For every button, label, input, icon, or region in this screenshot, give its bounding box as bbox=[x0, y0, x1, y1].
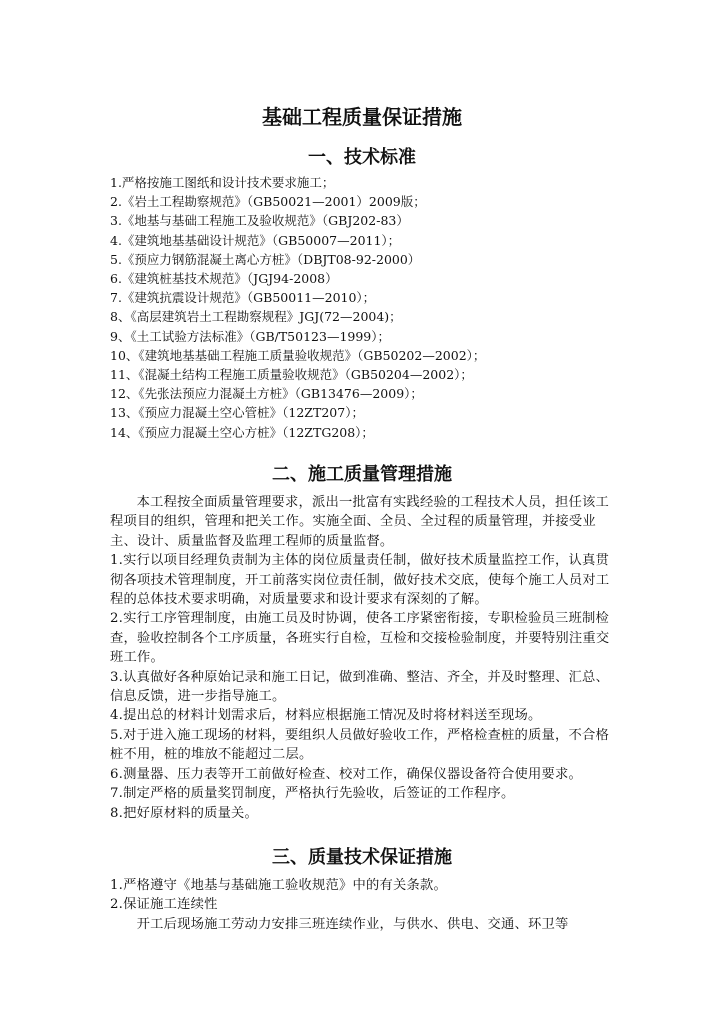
paragraph-item: 2.实行工序管理制度，由施工员及时协调，使各工序紧密衔接，专职检验员三班制检查，验收控制各个工序质量，各班实行自检，互检和交接检验制度，并要特别注重交班工作。 bbox=[110, 611, 610, 666]
list-item: 9、《土工试验方法标准》（GB/T50123—1999）； bbox=[110, 328, 390, 344]
paragraph-item: 7.制定严格的质量奖罚制度，严格执行先验收，后签证的工作程序。 bbox=[110, 786, 515, 802]
list-item: 10、《建筑地基基础工程施工质量验收规范》（GB50202—2002）； bbox=[110, 347, 486, 363]
list-item: 14、《预应力混凝土空心方桩》（12ZTG208）； bbox=[110, 424, 374, 440]
list-item: 7.《建筑抗震设计规范》（GB50011—2010）； bbox=[110, 290, 376, 306]
document-title: 基础工程质量保证措施 bbox=[262, 105, 462, 129]
quality-technical-body bbox=[110, 876, 622, 934]
paragraph-item: 8.把好原材料的质量关。 bbox=[110, 805, 259, 821]
paragraph-item: 3.认真做好各种原始记录和施工日记，做到准确、整洁、齐全，并及时整理、汇总、信息反馈，进一步指导施工。 bbox=[110, 669, 609, 705]
list-item: 13、《预应力混凝土空心管桩》（12ZT207）； bbox=[110, 405, 364, 421]
quality-management-body bbox=[110, 493, 622, 823]
list-item: 8、《高层建筑岩土工程勘察规程》JGJ(72—2004)； bbox=[110, 309, 402, 325]
list-item: 11、《混凝土结构工程施工质量验收规范》（GB50204—2002）； bbox=[110, 367, 473, 383]
paragraph-item: 2.保证施工连续性 bbox=[110, 897, 218, 913]
section-3-heading: 三、质量技术保证措施 bbox=[272, 847, 452, 868]
list-item: 6.《建筑桩基技术规范》（JGJ94-2008） bbox=[110, 271, 338, 287]
list-item: 2.《岩土工程勘察规范》（GB50021—2001）2009版； bbox=[110, 194, 426, 210]
list-item: 4.《建筑地基基础设计规范》（GB50007—2011）； bbox=[110, 232, 401, 248]
paragraph-item: 1.严格遵守《地基与基础施工验收规范》中的有关条款。 bbox=[110, 878, 448, 893]
section-1-heading: 一、技术标准 bbox=[308, 147, 416, 168]
paragraph-item: 5.对于进入施工现场的材料，要组织人员做好验收工作，严格检查桩的质量，不合格桩不用，桩的堆放不能超过二层。 bbox=[110, 727, 609, 763]
list-item: 12、《先张法预应力混凝土方桩》（GB13476—2009）； bbox=[110, 386, 423, 402]
intro-paragraph: 本工程按全面质量管理要求，派出一批富有实践经验的工程技术人员，担任该工程项目的组织，管理和把关工作。实施全面、全员、全过程的质量管理，并接受业主、设计、质量监督及监理工程师的质量监督。 bbox=[110, 495, 609, 549]
continuity-paragraph: 开工后现场施工劳动力安排三班连续作业，与供水、供电、交通、环卫等 bbox=[136, 916, 569, 932]
paragraph-item: 1.实行以项目经理负责制为主体的岗位质量责任制，做好技术质量监控工作，认真贯彻各项技术管理制度，开工前落实岗位责任制，做好技术交底，使每个施工人员对工程的总体技术要求明确，对质量要求和设计要求有深刻的了解。 bbox=[110, 553, 610, 608]
paragraph-item: 4.提出总的材料计划需求后，材料应根据施工情况及时将材料送至现场。 bbox=[110, 708, 542, 724]
list-item: 3.《地基与基础工程施工及验收规范》（GBJ202-83） bbox=[110, 213, 409, 229]
list-item: 1.严格按施工图纸和设计技术要求施工； bbox=[110, 175, 335, 190]
technical-standards-list bbox=[110, 173, 630, 442]
paragraph-item: 6.测量器、压力表等开工前做好检查、校对工作，确保仪器设备符合使用要求。 bbox=[110, 766, 582, 782]
section-2-heading: 二、施工质量管理措施 bbox=[272, 464, 452, 485]
list-item: 5.《预应力钢筋混凝土离心方桩》（DBJT08-92-2000） bbox=[110, 251, 421, 267]
